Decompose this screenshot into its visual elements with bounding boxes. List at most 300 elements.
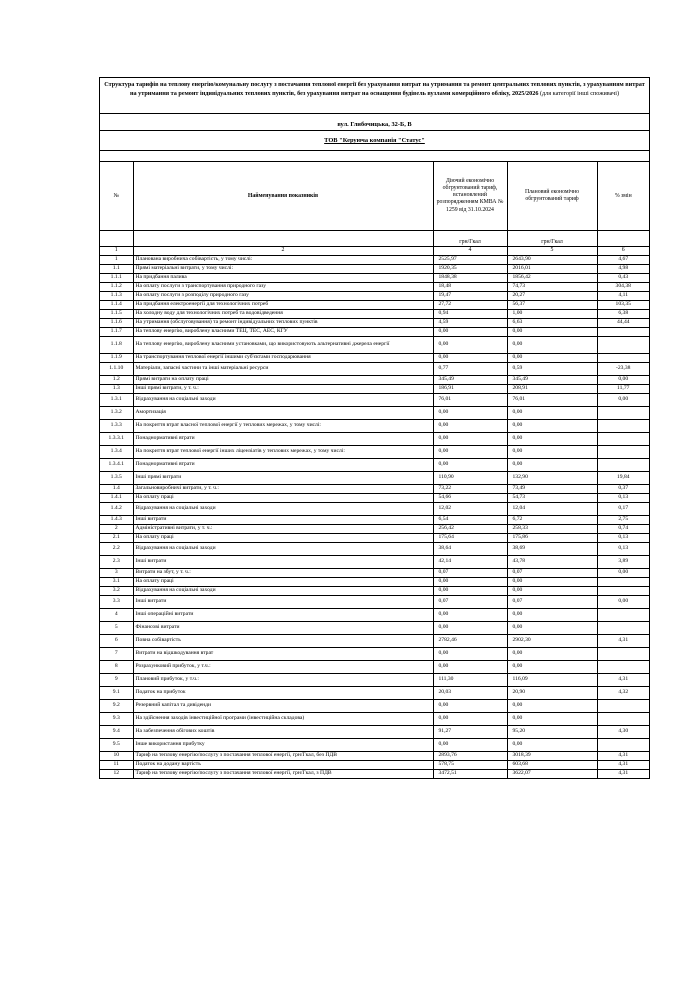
row-number: 1.1.8 xyxy=(100,336,133,353)
row-current-tariff: 578,75 xyxy=(433,760,507,769)
row-number: 1.1 xyxy=(100,264,133,273)
row-number: 1.3.1 xyxy=(100,393,133,406)
row-name: Відрахування на соціальні заходи xyxy=(133,586,433,595)
units-cell xyxy=(133,230,433,246)
row-name: Понаднормативні втрати xyxy=(133,432,433,445)
title-text: Структура тарифів на теплову енергію/комунальну послугу з постачання теплової енергії без урахування витрат на утримання та ремонт центральних теплових пунктів, з урахуванням витрат на утримання та ремонт індивідуальних теплових пунктів, без урахування витрат на оснащення будівель вузлами комерційного обліку, 2025/2026 xyxy=(104,81,645,97)
row-number: 1.4.3 xyxy=(100,515,133,524)
row-current-tariff: 0,77 xyxy=(433,362,507,375)
table-row xyxy=(100,712,649,725)
row-name: Тариф на теплову енергію/послугу з постачання теплової енергії, грн/Гкал, без ПДВ xyxy=(133,751,433,760)
row-current-tariff: 0,07 xyxy=(433,568,507,577)
row-name: Відрахування на соціальні заходи xyxy=(133,542,433,555)
row-planned-tariff: 76,01 xyxy=(507,393,597,406)
row-change-percent: 4,11 xyxy=(597,291,649,300)
row-change-percent: -23,38 xyxy=(597,362,649,375)
row-name: На оплату послуги з транспортування природного газу xyxy=(133,282,433,291)
table-row xyxy=(100,660,649,673)
table-row xyxy=(100,738,649,751)
table-row xyxy=(100,760,649,769)
row-planned-tariff: 0,00 xyxy=(507,432,597,445)
table-row xyxy=(100,699,649,712)
row-number: 2 xyxy=(100,524,133,533)
row-current-tariff: 0,00 xyxy=(433,621,507,634)
row-current-tariff: 1848,38 xyxy=(433,273,507,282)
row-planned-tariff: 0,00 xyxy=(507,406,597,419)
row-change-percent: 4,31 xyxy=(597,751,649,760)
table-header-row xyxy=(100,162,649,230)
table-row xyxy=(100,264,649,273)
table-row xyxy=(100,393,649,406)
row-name: Понаднормативні втрати xyxy=(133,458,433,471)
row-number: 1.1.4 xyxy=(100,300,133,309)
row-name: Інші прямі витрати, у т. ч.: xyxy=(133,384,433,393)
row-change-percent xyxy=(597,577,649,586)
row-planned-tariff: 56,37 xyxy=(507,300,597,309)
address-text: вул. Глибочицька, 32-Б, В xyxy=(337,121,412,128)
table-row xyxy=(100,751,649,760)
row-current-tariff: 42,14 xyxy=(433,555,507,568)
row-name: Фінансові витрати xyxy=(133,621,433,634)
row-planned-tariff: 0,00 xyxy=(507,327,597,336)
row-planned-tariff: 132,90 xyxy=(507,471,597,484)
table-row xyxy=(100,493,649,502)
row-current-tariff: 0,00 xyxy=(433,577,507,586)
index-2: 2 xyxy=(133,246,433,255)
row-name: Розрахунковий прибуток, у т.ч.: xyxy=(133,660,433,673)
row-change-percent: 0,13 xyxy=(597,542,649,555)
row-number: 9 xyxy=(100,673,133,686)
table-row xyxy=(100,291,649,300)
table-row xyxy=(100,375,649,384)
row-planned-tariff: 116,09 xyxy=(507,673,597,686)
table-row xyxy=(100,327,649,336)
row-name: На забезпечення обігових коштів xyxy=(133,725,433,738)
tariff-sheet xyxy=(99,77,650,779)
row-planned-tariff: 0,00 xyxy=(507,699,597,712)
row-name: Матеріали, запасні частини та інші матеріальні ресурси xyxy=(133,362,433,375)
table-row xyxy=(100,318,649,327)
row-name: На придбання палива xyxy=(133,273,433,282)
row-planned-tariff: 0,00 xyxy=(507,621,597,634)
row-number: 2.3 xyxy=(100,555,133,568)
row-current-tariff: 0,00 xyxy=(433,586,507,595)
row-name: Повна собівартість xyxy=(133,634,433,647)
company-text: ТОВ "Керуюча компанія "Статус" xyxy=(324,137,425,144)
row-current-tariff: 0,00 xyxy=(433,327,507,336)
row-current-tariff: 91,27 xyxy=(433,725,507,738)
row-name: Податок на додану вартість xyxy=(133,760,433,769)
units-cell xyxy=(100,230,133,246)
row-planned-tariff: 6,63 xyxy=(507,318,597,327)
table-row xyxy=(100,309,649,318)
row-change-percent: 0,00 xyxy=(597,568,649,577)
row-current-tariff: 18,48 xyxy=(433,282,507,291)
row-change-percent xyxy=(597,586,649,595)
row-number: 3.3 xyxy=(100,595,133,608)
row-number: 2.1 xyxy=(100,533,133,542)
column-index-row xyxy=(100,246,649,255)
table-row xyxy=(100,555,649,568)
row-number: 9.1 xyxy=(100,686,133,699)
row-current-tariff: 0,00 xyxy=(433,336,507,353)
row-number: 1.1.7 xyxy=(100,327,133,336)
row-current-tariff: 0,00 xyxy=(433,458,507,471)
row-current-tariff: 0,00 xyxy=(433,738,507,751)
row-current-tariff: 0,00 xyxy=(433,712,507,725)
row-number: 3.2 xyxy=(100,586,133,595)
col-num-header: № xyxy=(100,162,133,230)
row-number: 1.3.3.1 xyxy=(100,432,133,445)
row-name: Відрахування на соціальні заходи xyxy=(133,393,433,406)
table-row xyxy=(100,273,649,282)
row-number: 1.1.6 xyxy=(100,318,133,327)
row-number: 1.4.1 xyxy=(100,493,133,502)
row-change-percent xyxy=(597,738,649,751)
unit-current: грн/Гкал xyxy=(433,230,507,246)
row-name: Податок на прибуток xyxy=(133,686,433,699)
row-planned-tariff: 0,00 xyxy=(507,336,597,353)
table-row xyxy=(100,432,649,445)
row-change-percent: 0,74 xyxy=(597,524,649,533)
document-title xyxy=(100,78,649,114)
row-change-percent: 0,13 xyxy=(597,493,649,502)
row-current-tariff: 175,64 xyxy=(433,533,507,542)
row-number: 1.3.4.1 xyxy=(100,458,133,471)
table-row xyxy=(100,524,649,533)
row-change-percent: 6,38 xyxy=(597,309,649,318)
row-planned-tariff: 0,00 xyxy=(507,647,597,660)
row-name: Інші прямі витрати xyxy=(133,471,433,484)
row-planned-tariff: 175,86 xyxy=(507,533,597,542)
row-change-percent xyxy=(597,458,649,471)
address xyxy=(100,114,649,131)
row-planned-tariff: 0,07 xyxy=(507,595,597,608)
row-name: Витрати на відшкодування втрат xyxy=(133,647,433,660)
row-number: 1.3.3 xyxy=(100,419,133,432)
row-current-tariff: 76,01 xyxy=(433,393,507,406)
row-change-percent: 0,43 xyxy=(597,273,649,282)
row-planned-tariff: 2902,30 xyxy=(507,634,597,647)
row-change-percent: 0,17 xyxy=(597,502,649,515)
row-change-percent: 4,32 xyxy=(597,686,649,699)
table-row xyxy=(100,647,649,660)
row-planned-tariff: 0,59 xyxy=(507,362,597,375)
row-name: Резервний капітал та дивіденди xyxy=(133,699,433,712)
row-current-tariff: 6,54 xyxy=(433,515,507,524)
row-planned-tariff: 603,68 xyxy=(507,760,597,769)
row-current-tariff: 256,42 xyxy=(433,524,507,533)
row-change-percent: 0,13 xyxy=(597,533,649,542)
row-name: Планована виробнича собівартість, у тому числі: xyxy=(133,255,433,264)
spacer-row xyxy=(100,151,649,162)
row-planned-tariff: 95,20 xyxy=(507,725,597,738)
table-row xyxy=(100,419,649,432)
row-current-tariff: 111,30 xyxy=(433,673,507,686)
row-planned-tariff: 0,00 xyxy=(507,660,597,673)
row-change-percent: 0,37 xyxy=(597,484,649,493)
row-number: 1.3.2 xyxy=(100,406,133,419)
index-5: 5 xyxy=(507,246,597,255)
row-current-tariff: 0,00 xyxy=(433,445,507,458)
row-current-tariff: 3472,51 xyxy=(433,769,507,778)
row-current-tariff: 0,00 xyxy=(433,353,507,362)
row-change-percent: 304,38 xyxy=(597,282,649,291)
table-row xyxy=(100,353,649,362)
row-change-percent xyxy=(597,327,649,336)
row-number: 1.4 xyxy=(100,484,133,493)
row-number: 9.5 xyxy=(100,738,133,751)
table-row xyxy=(100,384,649,393)
row-name: На оплату праці xyxy=(133,533,433,542)
row-change-percent xyxy=(597,445,649,458)
row-current-tariff: 2782,46 xyxy=(433,634,507,647)
title-note: (для категорії інші споживачі) xyxy=(539,89,620,97)
row-change-percent: 103,35 xyxy=(597,300,649,309)
row-change-percent xyxy=(597,419,649,432)
row-name: Прямі матеріальні витрати, у тому числі: xyxy=(133,264,433,273)
row-current-tariff: 2525,97 xyxy=(433,255,507,264)
row-change-percent: 4,67 xyxy=(597,255,649,264)
row-number: 7 xyxy=(100,647,133,660)
row-planned-tariff: 0,00 xyxy=(507,458,597,471)
row-change-percent: 2,75 xyxy=(597,515,649,524)
row-current-tariff: 20,03 xyxy=(433,686,507,699)
row-current-tariff: 0,07 xyxy=(433,595,507,608)
row-name: Інші витрати xyxy=(133,555,433,568)
row-current-tariff: 0,00 xyxy=(433,406,507,419)
row-planned-tariff: 6,72 xyxy=(507,515,597,524)
row-planned-tariff: 3018,39 xyxy=(507,751,597,760)
row-number: 1.1.10 xyxy=(100,362,133,375)
table-row xyxy=(100,336,649,353)
row-current-tariff: 27,72 xyxy=(433,300,507,309)
row-planned-tariff: 74,73 xyxy=(507,282,597,291)
col-name-header: Найменування показників xyxy=(133,162,433,230)
row-planned-tariff: 0,00 xyxy=(507,577,597,586)
row-number: 1.1.3 xyxy=(100,291,133,300)
row-number: 11 xyxy=(100,760,133,769)
row-current-tariff: 0,00 xyxy=(433,432,507,445)
table-row xyxy=(100,769,649,778)
row-current-tariff: 0,00 xyxy=(433,419,507,432)
row-number: 9.2 xyxy=(100,699,133,712)
row-name: На покриття втрат власної теплової енергії у теплових мережах, у тому числі: xyxy=(133,419,433,432)
row-current-tariff: 4,59 xyxy=(433,318,507,327)
row-change-percent xyxy=(597,699,649,712)
row-name: Тариф на теплову енергію/послугу з постачання теплової енергії, грн/Гкал, з ПДВ xyxy=(133,769,433,778)
table-row xyxy=(100,533,649,542)
table-row xyxy=(100,673,649,686)
row-planned-tariff: 73,49 xyxy=(507,484,597,493)
row-name: Плановий прибуток, у т.ч.: xyxy=(133,673,433,686)
row-name: На утримання (обслуговування) та ремонт індивідуальних теплових пунктів xyxy=(133,318,433,327)
row-number: 3 xyxy=(100,568,133,577)
table-row xyxy=(100,725,649,738)
row-number: 9.3 xyxy=(100,712,133,725)
row-current-tariff: 345,49 xyxy=(433,375,507,384)
row-planned-tariff: 0,00 xyxy=(507,738,597,751)
row-number: 5 xyxy=(100,621,133,634)
table-row xyxy=(100,608,649,621)
row-change-percent: 0,00 xyxy=(597,595,649,608)
row-name: Витрати на збут, у т. ч.: xyxy=(133,568,433,577)
row-planned-tariff: 0,00 xyxy=(507,353,597,362)
row-planned-tariff: 345,49 xyxy=(507,375,597,384)
row-change-percent xyxy=(597,647,649,660)
row-number: 12 xyxy=(100,769,133,778)
row-number: 1.3.4 xyxy=(100,445,133,458)
row-current-tariff: 0,00 xyxy=(433,647,507,660)
row-name: На оплату послуги з розподілу природного газу xyxy=(133,291,433,300)
row-change-percent: 4,31 xyxy=(597,760,649,769)
row-current-tariff: 0,00 xyxy=(433,660,507,673)
row-number: 6 xyxy=(100,634,133,647)
row-planned-tariff: 1,00 xyxy=(507,309,597,318)
row-name: На транспортування теплової енергії іншими суб'єктами господарювання xyxy=(133,353,433,362)
row-change-percent: 4,31 xyxy=(597,769,649,778)
row-change-percent xyxy=(597,621,649,634)
row-change-percent: 0,00 xyxy=(597,375,649,384)
row-change-percent: 44,44 xyxy=(597,318,649,327)
row-planned-tariff: 258,33 xyxy=(507,524,597,533)
row-name: На здійснення заходів інвестиційної програми (інвестиційна складова) xyxy=(133,712,433,725)
row-name: Інші витрати xyxy=(133,595,433,608)
table-row xyxy=(100,515,649,524)
row-change-percent: 4,31 xyxy=(597,673,649,686)
row-change-percent xyxy=(597,608,649,621)
row-current-tariff: 1920,35 xyxy=(433,264,507,273)
row-name: На оплату праці xyxy=(133,577,433,586)
row-number: 1.2 xyxy=(100,375,133,384)
index-1: 1 xyxy=(100,246,133,255)
row-current-tariff: 12,02 xyxy=(433,502,507,515)
index-4: 4 xyxy=(433,246,507,255)
row-number: 10 xyxy=(100,751,133,760)
table-row xyxy=(100,445,649,458)
row-number: 3.1 xyxy=(100,577,133,586)
row-planned-tariff: 0,00 xyxy=(507,586,597,595)
company-name xyxy=(100,131,649,151)
row-change-percent: 19,84 xyxy=(597,471,649,484)
row-name: На покриття втрат теплової енергії інших ліцензіатів у теплових мережах, у тому числі: xyxy=(133,445,433,458)
index-6: 6 xyxy=(597,246,649,255)
row-current-tariff: 0,00 xyxy=(433,608,507,621)
unit-planned: грн/Гкал xyxy=(507,230,597,246)
row-current-tariff: 110,90 xyxy=(433,471,507,484)
row-planned-tariff: 54,73 xyxy=(507,493,597,502)
row-change-percent: 11,77 xyxy=(597,384,649,393)
row-planned-tariff: 3622,07 xyxy=(507,769,597,778)
row-current-tariff: 38,64 xyxy=(433,542,507,555)
row-number: 1 xyxy=(100,255,133,264)
row-number: 1.1.1 xyxy=(100,273,133,282)
row-planned-tariff: 2643,90 xyxy=(507,255,597,264)
row-change-percent xyxy=(597,660,649,673)
row-planned-tariff: 12,04 xyxy=(507,502,597,515)
table-row xyxy=(100,255,649,264)
row-current-tariff: 19,47 xyxy=(433,291,507,300)
row-number: 1.4.2 xyxy=(100,502,133,515)
table-row xyxy=(100,568,649,577)
table-row xyxy=(100,686,649,699)
row-name: Адміністративні витрати, у т. ч.: xyxy=(133,524,433,533)
row-planned-tariff: 0,00 xyxy=(507,712,597,725)
row-name: Загальновиробничі витрати, у т. ч.: xyxy=(133,484,433,493)
row-number: 1.1.9 xyxy=(100,353,133,362)
row-name: Інші операційні витрати xyxy=(133,608,433,621)
row-current-tariff: 2893,76 xyxy=(433,751,507,760)
table-row xyxy=(100,300,649,309)
row-change-percent xyxy=(597,406,649,419)
row-name: Відрахування на соціальні заходи xyxy=(133,502,433,515)
row-current-tariff: 0,00 xyxy=(433,699,507,712)
table-row xyxy=(100,458,649,471)
row-change-percent xyxy=(597,336,649,353)
row-planned-tariff: 0,00 xyxy=(507,419,597,432)
row-number: 4 xyxy=(100,608,133,621)
units-cell xyxy=(597,230,649,246)
row-name: Амортизація xyxy=(133,406,433,419)
table-row xyxy=(100,586,649,595)
row-name: Прямі витрати на оплату праці xyxy=(133,375,433,384)
table-row xyxy=(100,634,649,647)
row-name: На холодну воду для технологічних потреб та водовідведення xyxy=(133,309,433,318)
table-row xyxy=(100,595,649,608)
row-change-percent xyxy=(597,432,649,445)
row-change-percent: 0,00 xyxy=(597,393,649,406)
col-current-tariff-header: Діючий економічно обгрунтований тариф, встановлений розпорядженням КМВА № 1259 від 31.10.2024 xyxy=(433,162,507,230)
tariff-table xyxy=(100,162,649,778)
row-change-percent: 4,98 xyxy=(597,264,649,273)
table-row xyxy=(100,542,649,555)
row-change-percent: 4,30 xyxy=(597,725,649,738)
row-planned-tariff: 2016,01 xyxy=(507,264,597,273)
row-number: 2.2 xyxy=(100,542,133,555)
row-current-tariff: 0,94 xyxy=(433,309,507,318)
row-change-percent: 3,89 xyxy=(597,555,649,568)
row-number: 9.4 xyxy=(100,725,133,738)
row-name: На теплову енергію, вироблену власними установками, що використовують альтернативні джерела енергії xyxy=(133,336,433,353)
row-current-tariff: 186,91 xyxy=(433,384,507,393)
table-row xyxy=(100,621,649,634)
row-name: На теплову енергію, вироблену власними ТЕЦ, ТЕС, АЕС, КГУ xyxy=(133,327,433,336)
row-number: 1.3 xyxy=(100,384,133,393)
row-current-tariff: 54,66 xyxy=(433,493,507,502)
table-row xyxy=(100,577,649,586)
table-row xyxy=(100,282,649,291)
row-change-percent: 4,31 xyxy=(597,634,649,647)
row-change-percent xyxy=(597,353,649,362)
table-row xyxy=(100,362,649,375)
row-planned-tariff: 20,27 xyxy=(507,291,597,300)
row-change-percent xyxy=(597,712,649,725)
table-row xyxy=(100,471,649,484)
row-number: 1.1.2 xyxy=(100,282,133,291)
row-name: Інші витрати xyxy=(133,515,433,524)
table-row xyxy=(100,502,649,515)
row-planned-tariff: 208,91 xyxy=(507,384,597,393)
col-planned-tariff-header: Плановий економічно обгрунтований тариф xyxy=(507,162,597,230)
row-planned-tariff: 0,07 xyxy=(507,568,597,577)
row-number: 1.3.5 xyxy=(100,471,133,484)
table-row xyxy=(100,406,649,419)
row-planned-tariff: 1856,42 xyxy=(507,273,597,282)
row-planned-tariff: 20,90 xyxy=(507,686,597,699)
row-current-tariff: 73,22 xyxy=(433,484,507,493)
row-planned-tariff: 0,00 xyxy=(507,445,597,458)
row-planned-tariff: 38,69 xyxy=(507,542,597,555)
